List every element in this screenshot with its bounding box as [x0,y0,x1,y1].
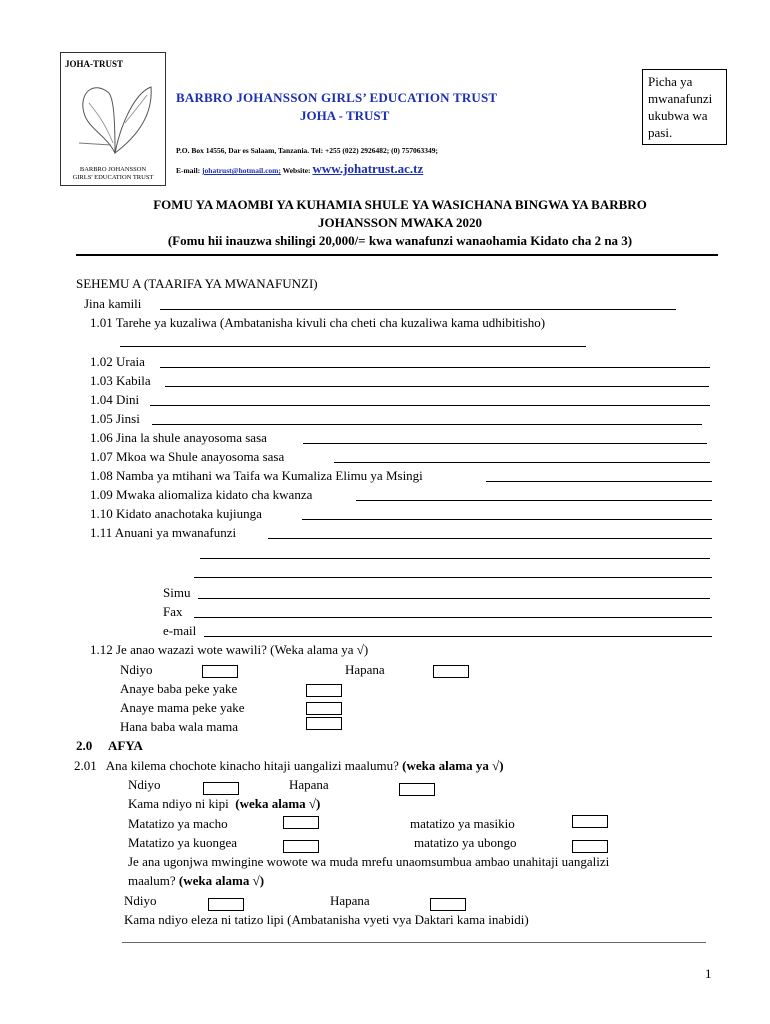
website-link[interactable]: www.johatrust.ac.tz [312,161,424,176]
ears-label: matatizo ya masikio [410,816,515,831]
dob-label: 1.01 Tarehe ya kuzaliwa (Ambatanisha kivuli cha cheti cha kuzaliwa kama udhibitisho) [90,315,546,330]
photo-box: Picha ya mwanafunzi ukubwa wa pasi. [642,69,727,145]
which-disability-text: Kama ndiyo ni kipi [128,796,229,811]
eyes-label: Matatizo ya macho [128,816,228,831]
website-label: Website: [282,166,311,175]
disability-question [74,758,504,774]
title-line3: (Fomu hii inauzwa shilingi 20,000/= kwa wanafunzi wanaohamia Kidato cha 2 na 3) [167,233,633,248]
mother-only-label: Anaye mama peke yake [120,700,245,715]
email-link[interactable]: johatrust@hotmail.com; [202,166,281,175]
logo-caption-line2: GIRLS' EDUCATION TRUST [72,174,154,181]
target-form-field[interactable] [302,519,712,520]
current-school-label: 1.06 Jina la shule anayosoma sasa [90,430,267,445]
disability-no-label: Hapana [289,777,329,792]
speech-checkbox[interactable] [283,840,319,853]
speech-label: Matatizo ya kuongea [128,835,238,850]
form-title [80,196,720,250]
email-label: E-mail: [176,166,201,175]
fax-label: Fax [163,604,183,619]
section-a-heading: SEHEMU A (TAARIFA YA MWANAFUNZI) [76,276,318,291]
q201-number: 2.01 [74,758,97,773]
jinsi-label: 1.05 Jinsi [90,411,140,426]
q201-instruction: (weka alama ya √) [402,758,504,773]
chronic-q2-text: maalum? [128,873,176,888]
parents-yes-label: Ndiyo [120,662,153,677]
disability-yes-checkbox[interactable] [203,782,239,795]
parents-question: 1.12 Je anao wazazi wote wawili? (Weka alama ya √) [90,642,369,657]
dini-field[interactable] [150,405,710,406]
title-divider [76,254,718,256]
disability-yes-label: Ndiyo [128,777,161,792]
email-field-label: e-mail [163,623,197,638]
contact-line [176,161,423,177]
chronic-question-line1: Je ana ugonjwa mwingine wowote wa muda mrefu unaomsumbua ambao unahitaji uangalizi [128,854,610,869]
address-field-1[interactable] [268,538,712,539]
org-short-name: JOHA - TRUST [300,108,390,123]
brain-label: matatizo ya ubongo [414,835,517,850]
chronic-yes-label: Ndiyo [124,893,157,908]
disability-no-checkbox[interactable] [399,783,435,796]
school-region-label: 1.07 Mkoa wa Shule anayosoma sasa [90,449,285,464]
chronic-no-label: Hapana [330,893,370,908]
page-number: 1 [705,966,712,981]
explain-label: Kama ndiyo eleza ni tatizo lipi (Ambatanisha vyeti vya Daktari kama inabidi) [124,912,529,927]
form-one-year-field[interactable] [356,500,712,501]
ears-checkbox[interactable] [572,815,608,828]
uraia-field[interactable] [160,367,710,368]
afya-heading: AFYA [108,738,143,753]
logo-caption [61,166,165,182]
full-name-label: Jina kamili [84,296,142,311]
school-region-field[interactable] [334,462,710,463]
dob-field[interactable] [120,346,586,347]
title-line2: JOHANSSON MWAKA 2020 [318,215,482,230]
exam-number-field[interactable] [486,481,712,482]
kabila-label: 1.03 Kabila [90,373,151,388]
which-disability [128,796,320,812]
kabila-field[interactable] [165,386,709,387]
target-form-label: 1.10 Kidato anachotaka kujiunga [90,506,262,521]
email-field[interactable] [204,636,712,637]
address-field-3[interactable] [194,577,712,578]
parents-no-label: Hapana [345,662,385,677]
dini-label: 1.04 Dini [90,392,140,407]
logo-title: JOHA-TRUST [65,59,124,69]
explain-field[interactable] [122,942,706,943]
fax-field[interactable] [194,617,712,618]
brain-checkbox[interactable] [572,840,608,853]
eyes-checkbox[interactable] [283,816,319,829]
logo-caption-line1: BARBRO JOHANSSON [79,166,147,173]
chronic-no-checkbox[interactable] [430,898,466,911]
address-label: 1.11 Anuani ya mwanafunzi [90,525,237,540]
current-school-field[interactable] [303,443,707,444]
mother-only-checkbox[interactable] [306,702,342,715]
joha-trust-logo [60,52,166,186]
which-disability-instruction: (weka alama √) [235,796,321,811]
jinsi-field[interactable] [152,424,702,425]
chronic-question-line2 [128,873,264,889]
no-parents-checkbox[interactable] [306,717,342,730]
chronic-yes-checkbox[interactable] [208,898,244,911]
parents-yes-checkbox[interactable] [202,665,238,678]
chronic-q2-instruction: (weka alama √) [178,873,265,888]
simu-label: Simu [163,585,191,600]
address-line: P.O. Box 14556, Dar es Salaam, Tanzania. Tel: +255 (022) 2926482; (0) 757063349; [176,146,438,155]
butterfly-icon [75,73,155,159]
form-one-year-label: 1.09 Mwaka aliomaliza kidato cha kwanza [90,487,313,502]
father-only-checkbox[interactable] [306,684,342,697]
parents-no-checkbox[interactable] [433,665,469,678]
q201-text: Ana kilema chochote kinacho hitaji uangalizi maalumu? [105,758,399,773]
full-name-field[interactable] [160,309,676,310]
title-line1: FOMU YA MAOMBI YA KUHAMIA SHULE YA WASICHANA BINGWA YA BARBRO [153,197,647,212]
afya-number: 2.0 [76,738,93,753]
father-only-label: Anaye baba peke yake [120,681,238,696]
simu-field[interactable] [198,598,710,599]
exam-number-label: 1.08 Namba ya mtihani wa Taifa wa Kumaliza Elimu ya Msingi [90,468,423,483]
uraia-label: 1.02 Uraia [90,354,145,369]
org-name: BARBRO JOHANSSON GIRLS’ EDUCATION TRUST [176,90,498,105]
address-field-2[interactable] [200,558,710,559]
no-parents-label: Hana baba wala mama [120,719,239,734]
